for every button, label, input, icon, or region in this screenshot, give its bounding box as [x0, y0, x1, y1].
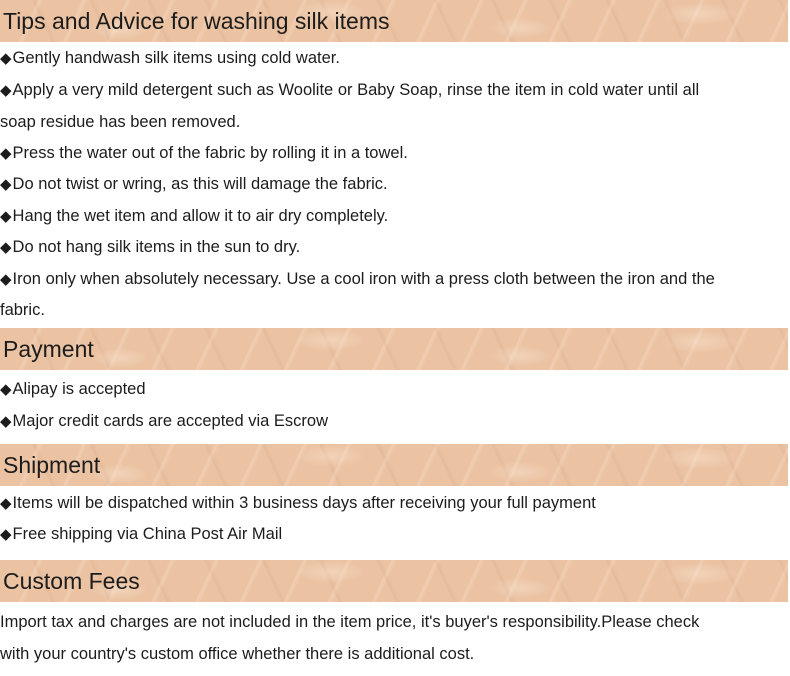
care-line-1: ◆Gently handwash silk items using cold water.: [0, 49, 340, 67]
diamond-bullet-icon: ◆: [0, 413, 12, 430]
fees-line-2: with your country's custom office whether there is additional cost.: [0, 645, 475, 663]
diamond-bullet-icon: ◆: [0, 50, 12, 67]
fees-line-1: Import tax and charges are not included in the item price, it's buyer's responsibility.Please check: [0, 613, 700, 631]
care-section-title: Tips and Advice for washing silk items: [3, 8, 390, 34]
shipment-section-title: Shipment: [3, 452, 101, 478]
shipment-line-2: ◆Free shipping via China Post Air Mail: [0, 525, 283, 543]
fees-section-header: [0, 560, 788, 602]
care-line-7-continued: fabric.: [0, 301, 45, 319]
care-line-2-continued: soap residue has been removed.: [0, 113, 241, 131]
diamond-bullet-icon: ◆: [0, 145, 12, 162]
shipment-section-header: [0, 444, 788, 486]
diamond-bullet-icon: ◆: [0, 82, 12, 99]
diamond-bullet-icon: ◆: [0, 526, 12, 543]
care-line-3: ◆Press the water out of the fabric by rolling it in a towel.: [0, 144, 408, 162]
diamond-bullet-icon: ◆: [0, 381, 12, 398]
payment-line-1: ◆Alipay is accepted: [0, 380, 146, 398]
diamond-bullet-icon: ◆: [0, 208, 12, 225]
fees-section-title: Custom Fees: [3, 568, 140, 594]
diamond-bullet-icon: ◆: [0, 271, 12, 288]
care-line-7: ◆Iron only when absolutely necessary. Use a cool iron with a press cloth between the iron and the: [0, 270, 715, 288]
payment-line-2: ◆Major credit cards are accepted via Escrow: [0, 412, 329, 430]
care-line-6: ◆Do not hang silk items in the sun to dry.: [0, 238, 301, 256]
payment-section-header: [0, 328, 788, 370]
care-line-2: ◆Apply a very mild detergent such as Woolite or Baby Soap, rinse the item in cold water until all: [0, 81, 700, 99]
care-section-header: [0, 0, 788, 42]
diamond-bullet-icon: ◆: [0, 495, 12, 512]
shipment-line-1: ◆Items will be dispatched within 3 business days after receiving your full payment: [0, 494, 596, 512]
diamond-bullet-icon: ◆: [0, 239, 12, 256]
care-line-5: ◆Hang the wet item and allow it to air dry completely.: [0, 207, 389, 225]
payment-section-title: Payment: [3, 336, 94, 362]
diamond-bullet-icon: ◆: [0, 176, 12, 193]
care-line-4: ◆Do not twist or wring, as this will damage the fabric.: [0, 175, 388, 193]
